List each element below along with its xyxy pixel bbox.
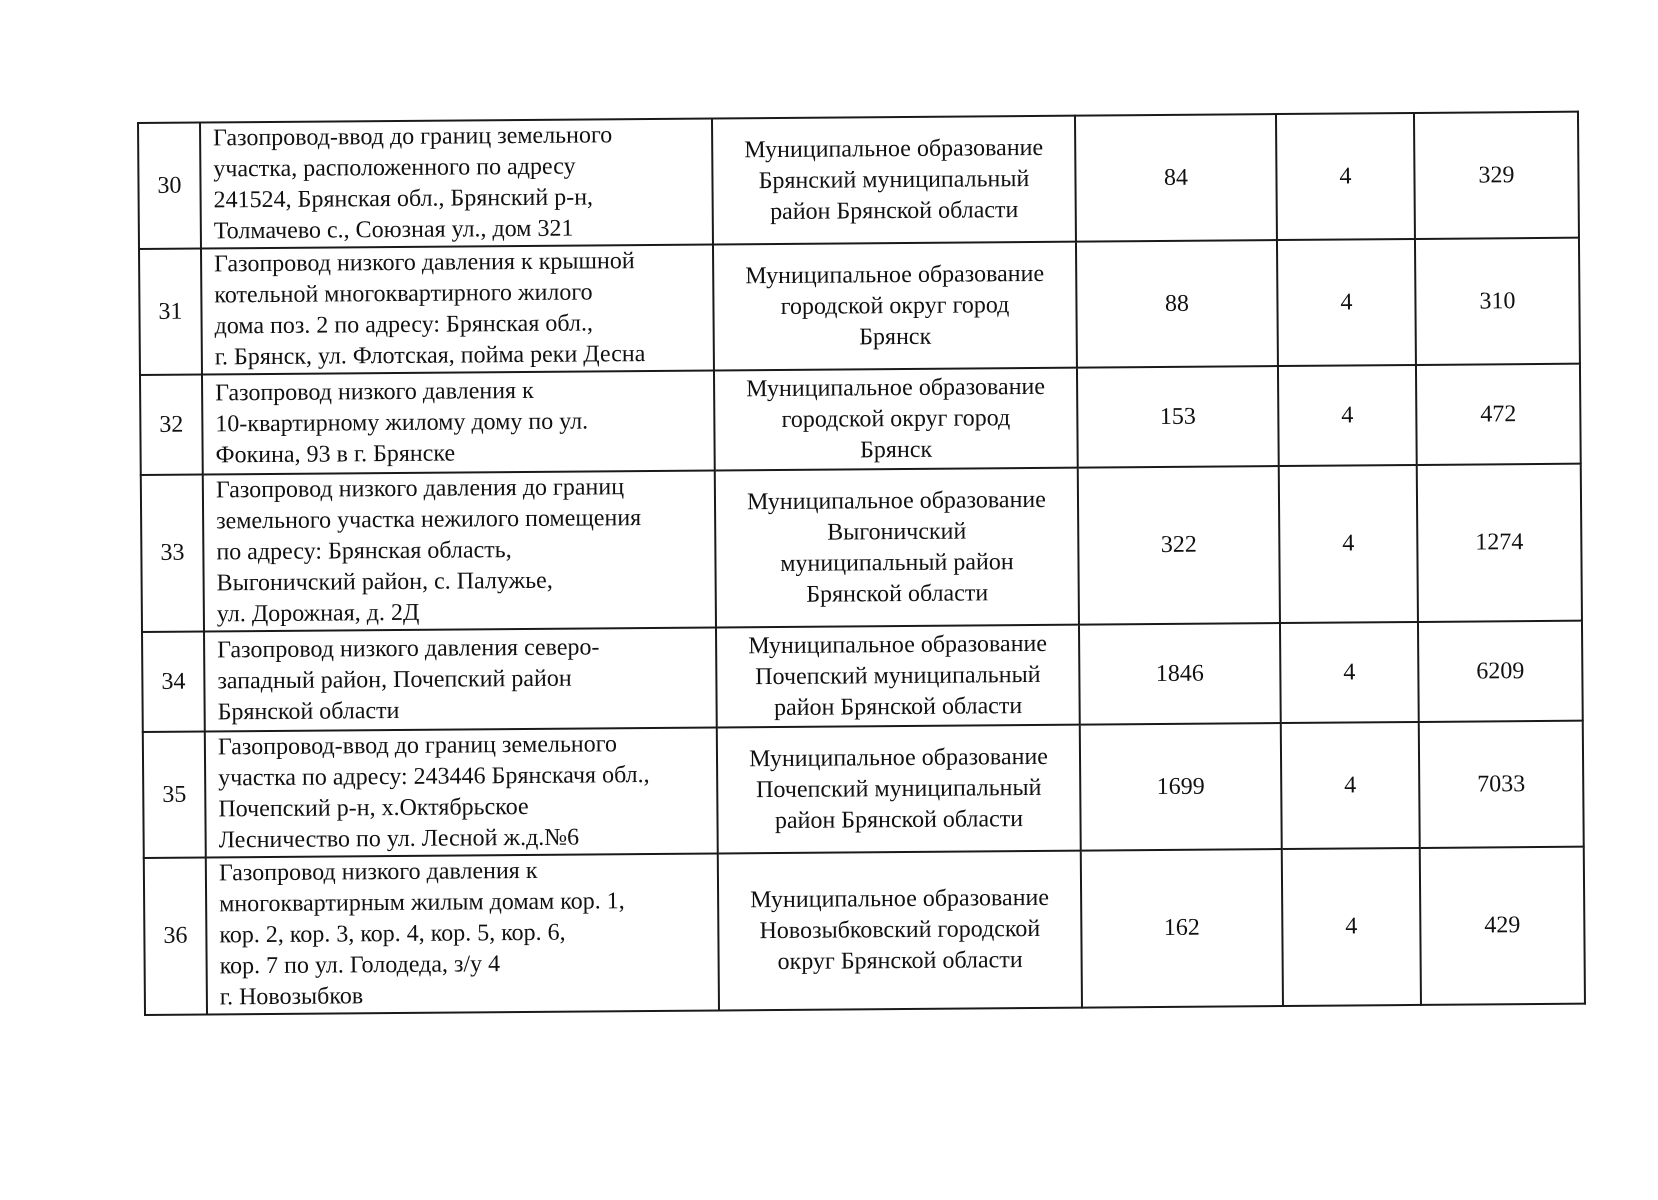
length-value: 153 [1077,366,1279,468]
owner-name: Муниципальное образование Новозыбковский городской округ Брянской области [718,851,1082,1011]
length-value: 1846 [1079,623,1281,725]
table-row [139,238,1580,375]
amount-value: 329 [1414,112,1579,239]
row-number: 36 [144,857,207,1014]
parameter-value: 4 [1282,848,1421,1006]
object-name: Газопровод низкого давления к многоквартирным жилым домам кор. 1, кор. 2, кор. 3, кор. 4, кор. 5, кор. 6, кор. 7 по ул. Голодеда, з/у 4 г. Новозыбков [206,853,719,1014]
parameter-value: 4 [1279,465,1418,623]
amount-value: 310 [1415,238,1580,365]
row-number: 32 [140,374,203,474]
length-value: 162 [1081,849,1283,1008]
table-row [138,112,1579,249]
table-row [140,364,1581,475]
parameter-value: 4 [1277,239,1416,366]
object-name: Газопровод низкого давления до границ земельного участка нежилого помещения по адресу: Брянская область, Выгоничский район, с. Палужье, ул. Дорожная, д. 2Д [203,470,716,631]
length-value: 322 [1078,466,1280,625]
object-name: Газопровод-ввод до границ земельного участка, расположенного по адресу 241524, Брянская обл., Брянский р-н, Толмачево с., Союзная ул., дом 321 [200,118,713,248]
parameter-value: 4 [1280,622,1419,723]
row-number: 34 [142,631,205,731]
owner-name: Муниципальное образование Почепский муниципальный район Брянской области [716,625,1080,728]
object-name: Газопровод низкого давления к крышной котельной многоквартирного жилого дома поз. 2 по адресу: Брянская обл., г. Брянск, ул. Флотская, пойма реки Десна [201,244,714,374]
owner-name: Муниципальное образование Почепский муниципальный район Брянской области [717,725,1081,854]
parameter-value: 4 [1276,113,1415,240]
parameter-value: 4 [1278,365,1417,466]
gas-pipeline-table [137,111,1586,1016]
table-row [144,847,1585,1015]
table-row [141,464,1582,632]
amount-value: 7033 [1419,721,1584,848]
object-name: Газопровод низкого давления северо- западный район, Почепский район Брянской области [204,627,717,731]
owner-name: Муниципальное образование Выгоничский муниципальный район Брянской области [715,468,1079,628]
length-value: 84 [1075,114,1277,242]
length-value: 1699 [1080,723,1282,851]
parameter-value: 4 [1281,722,1420,849]
length-value: 88 [1076,240,1278,368]
amount-value: 429 [1420,847,1585,1005]
table-row [142,621,1583,732]
row-number: 31 [139,249,202,375]
amount-value: 472 [1416,364,1581,465]
row-number: 30 [138,123,201,249]
owner-name: Муниципальное образование Брянский муниципальный район Брянской области [712,116,1076,245]
row-number: 35 [143,731,206,857]
owner-name: Муниципальное образование городской округ город Брянск [713,242,1077,371]
object-name: Газопровод низкого давления к 10-квартирному жилому дому по ул. Фокина, 93 в г. Брянске [202,370,715,474]
table-row [143,721,1584,858]
row-number: 33 [141,474,204,631]
object-name: Газопровод-ввод до границ земельного участка по адресу: 243446 Брянскачя обл., Почепский р-н, х.Октябрьское Лесничество по ул. Лесной ж.д.№6 [205,727,718,857]
amount-value: 6209 [1418,621,1583,722]
owner-name: Муниципальное образование городской округ город Брянск [714,368,1078,471]
amount-value: 1274 [1417,464,1582,622]
